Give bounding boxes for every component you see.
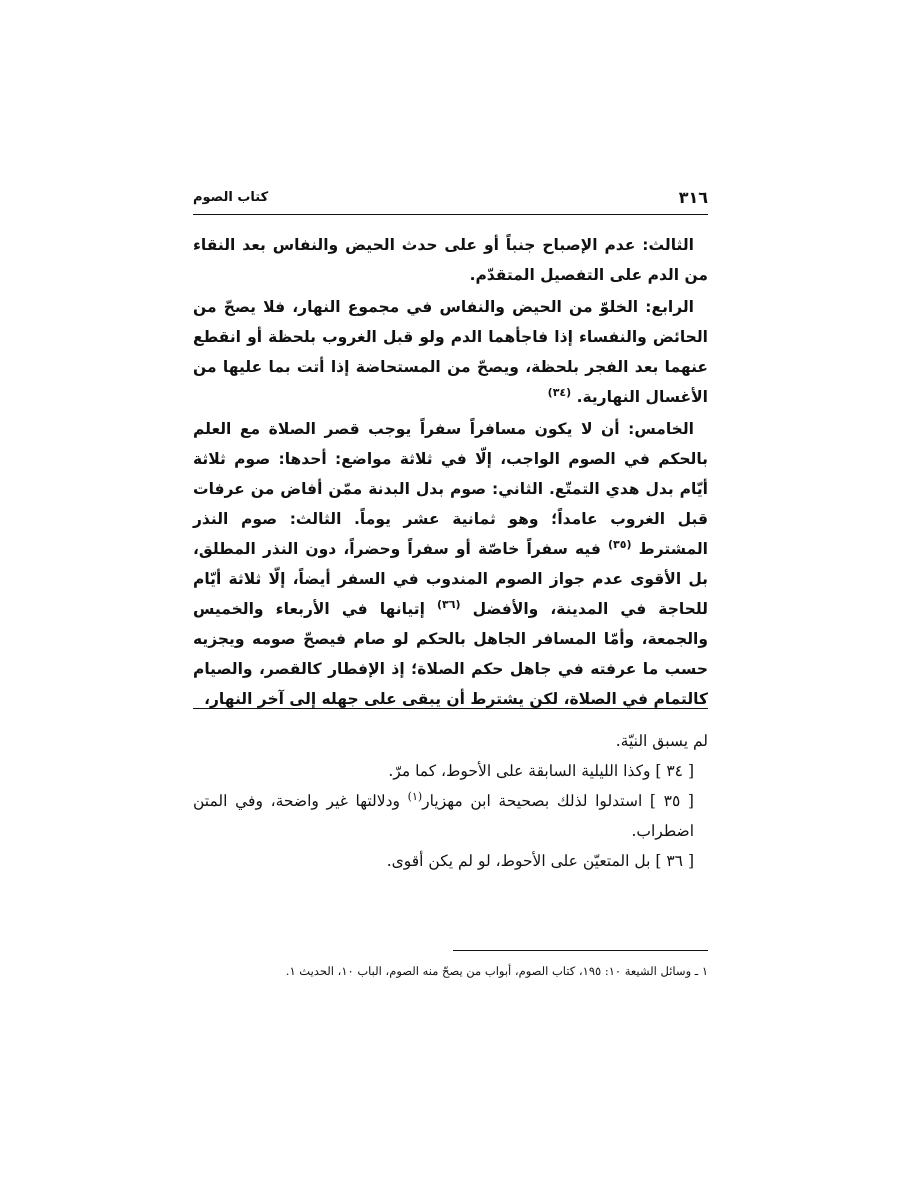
note-number: [ ٣٦ ] bbox=[655, 852, 694, 870]
book-title: كتاب الصوم bbox=[193, 190, 269, 205]
main-text bbox=[193, 230, 708, 716]
note-text: ودلالتها غير واضحة، وفي المتن اضطراب. bbox=[193, 792, 694, 840]
footnote-marker[interactable]: (٣٦) bbox=[436, 597, 461, 611]
source-references bbox=[193, 962, 708, 980]
reference-marker[interactable]: (١) bbox=[407, 789, 423, 803]
note-number: [ ٣٥ ] bbox=[649, 792, 694, 810]
paragraph-text: إتيانها في الأربعاء والخميس والجمعة، وأمّا المسافر الجاهل بالحكم لو صام فيصحّ صومه ويجزيه حسب ما عرفته في جاهل حكم الصلاة؛ إذ الإفطار كالقصر، والصيام كالتمام في الصلاة، لكن يشترط أن يبقى على جهله إلى آخر النهار، bbox=[193, 600, 708, 708]
footnote-marker[interactable]: (٣٤) bbox=[547, 385, 572, 399]
paragraph-third-condition bbox=[193, 230, 708, 290]
paragraph-text: : الخلوّ من الحيض والنفاس في مجموع النهار، فلا يصحّ من الحائض والنفساء إذا فاجأهما الدم ولو قبل الغروب بلحظة أو انقطع عنهما بعد الفجر بلحظة، ويصحّ من المستحاضة إذا أتت بما عليها من الأغسال النهارية. bbox=[193, 298, 708, 406]
note-continuation: لم يسبق النيّة. bbox=[615, 732, 708, 750]
commentary-notes bbox=[193, 726, 708, 876]
paragraph-fourth-condition bbox=[193, 292, 708, 412]
paragraph-label: الخامس bbox=[634, 420, 694, 438]
paragraph-text: : أن لا يكون مسافراً سفراً يوجب قصر الصلاة مع العلم بالحكم في الصوم الواجب، إلّا في ثلاثة مواضع: أحدها: صوم ثلاثة أيّام بدل هدي التمتّع. الثاني: صوم بدل البدنة ممّن أفاض من عرفات قبل الغروب عامداً؛ وهو ثمانية عشر يوماً. الثالث: صوم النذر المشترط bbox=[193, 420, 708, 558]
note-text: وكذا الليلية السابقة على الأحوط، كما مرّ. bbox=[388, 762, 656, 780]
note-text: بل المتعيّن على الأحوط، لو لم يكن أقوى. bbox=[386, 852, 656, 870]
footnote-marker[interactable]: (٣٥) bbox=[607, 537, 632, 551]
note-34 bbox=[193, 756, 708, 786]
paragraph-fifth-condition bbox=[193, 414, 708, 714]
header-divider bbox=[193, 214, 708, 215]
reference-divider bbox=[453, 950, 708, 951]
note-text: استدلوا لذلك بصحيحة ابن مهزيار bbox=[422, 792, 650, 810]
paragraph-text: : عدم الإصباح جنباً أو على حدث الحيض والنفاس بعد النقاء من الدم على التفصيل المتقدّم. bbox=[193, 236, 708, 284]
footnote-divider bbox=[193, 708, 708, 709]
paragraph-text: فيه سفراً خاصّة أو سفراً وحضراً، دون النذر المطلق، بل الأقوى عدم جواز الصوم المندوب في السفر أيضاً، إلّا ثلاثة أيّام للحاجة في المدينة، والأفضل bbox=[193, 540, 709, 618]
note-36 bbox=[193, 846, 708, 876]
page-number: ٣١٦ bbox=[678, 188, 708, 207]
reference-item: ١ ـ وسائل الشيعة ١٠: ١٩٥، كتاب الصوم، أبواب من يصحّ منه الصوم، الباب ١٠، الحديث ١. bbox=[285, 964, 708, 978]
paragraph-label: الثالث bbox=[648, 236, 694, 254]
note-35 bbox=[193, 786, 708, 846]
note-number: [ ٣٤ ] bbox=[655, 762, 694, 780]
running-header bbox=[193, 188, 708, 212]
paragraph-label: الرابع bbox=[651, 298, 694, 316]
